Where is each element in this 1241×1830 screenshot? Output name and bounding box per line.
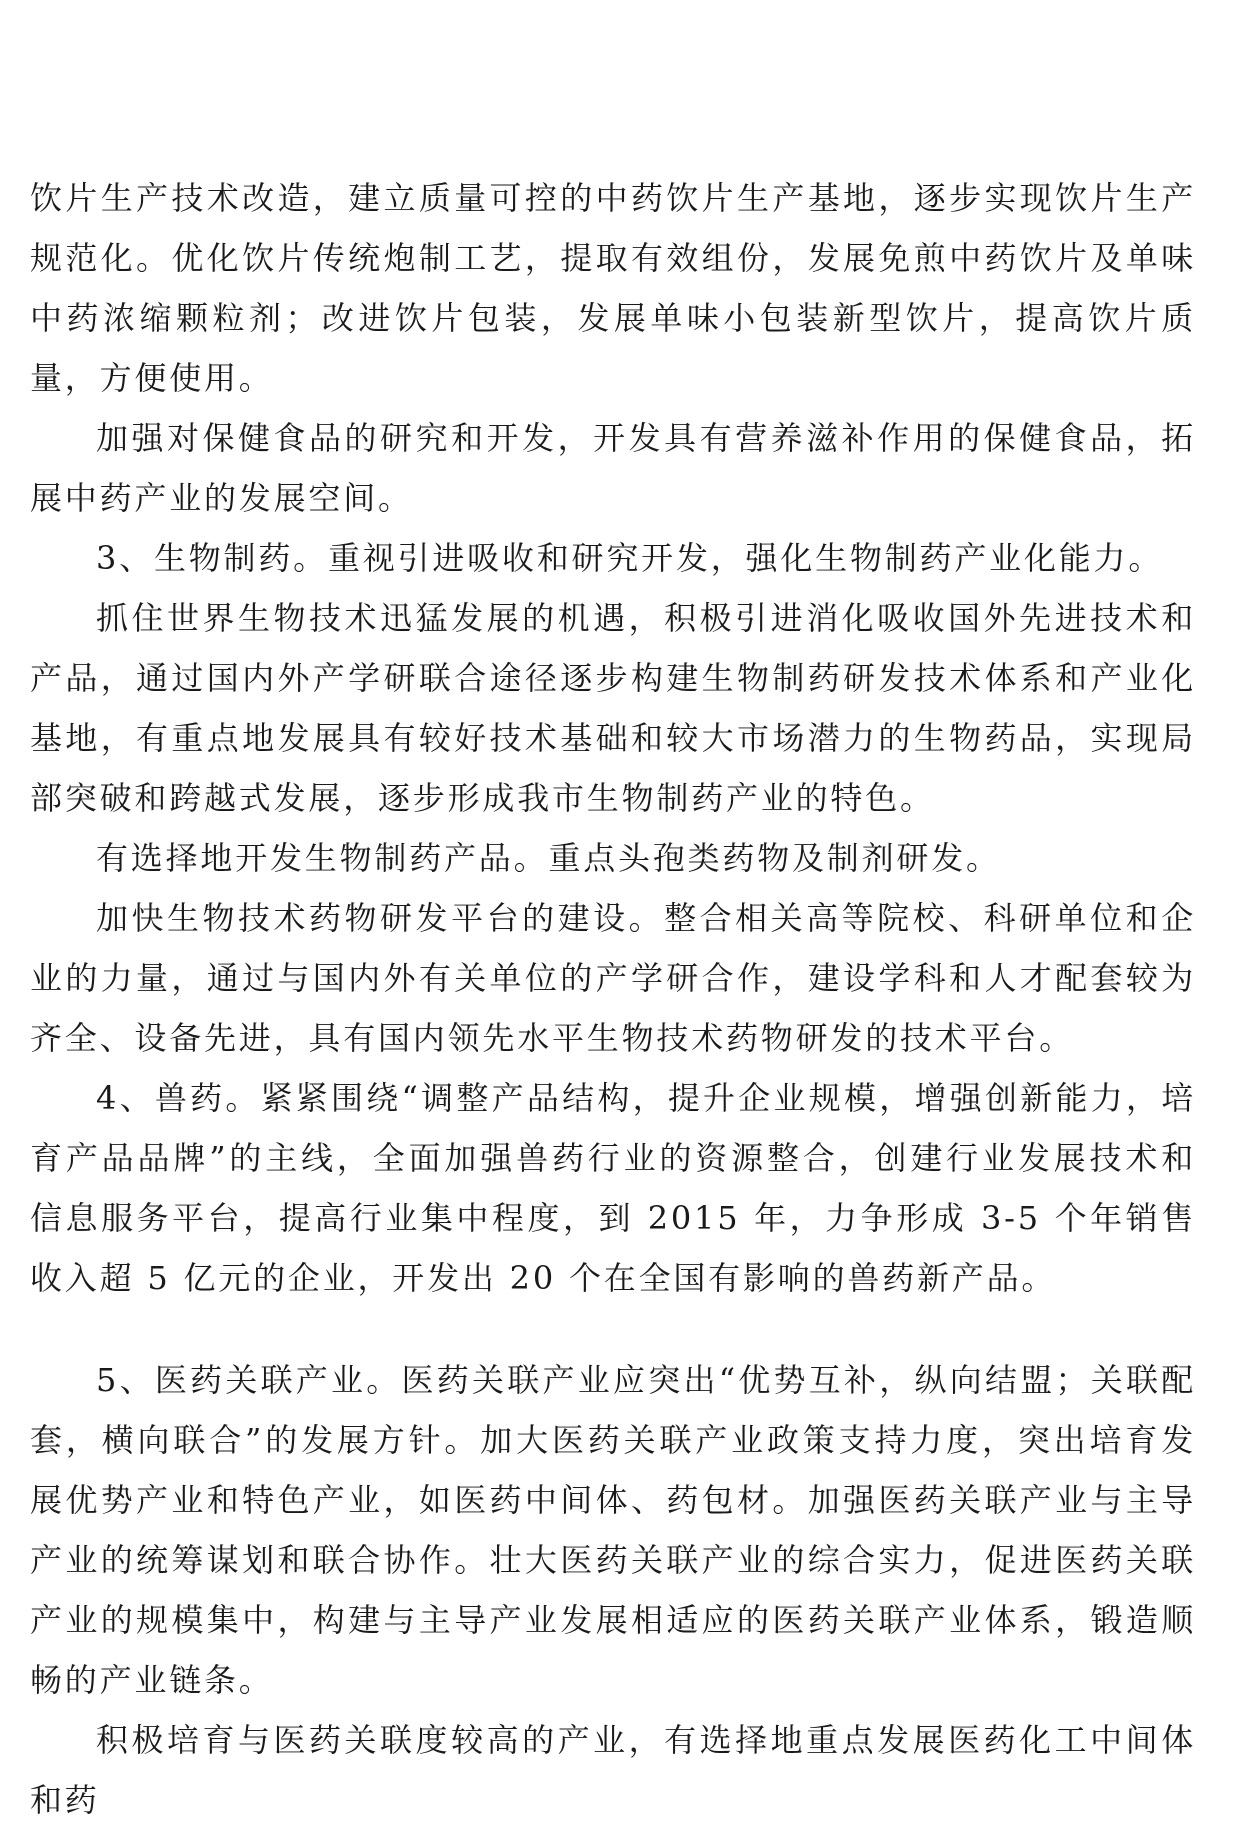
paragraph-health-food: 加强对保健食品的研究和开发，开发具有营养滋补作用的保健食品，拓展中药产业的发展空间。 [30, 419, 1196, 517]
paragraph-continued-decoction-pieces: 饮片生产技术改造，建立质量可控的中药饮片生产基地，逐步实现饮片生产规范化。优化饮片传统炮制工艺，提取有效组份，发展免煎中药饮片及单味中药浓缩颗粒剂；改进饮片包装，发展单味小包装新型饮片，提高饮片质量，方便使用。 [30, 179, 1196, 397]
document-body [30, 168, 1196, 1830]
paragraph-heading-veterinary: 4、兽药。紧紧围绕“调整产品结构，提升企业规模，增强创新能力，培育产品品牌”的主线，全面加强兽药行业的资源整合，创建行业发展技术和信息服务平台，提高行业集中程度，到 2015 年，力争形成 3-5 个年销售收入超 5 亿元的企业，开发出 20 个在全国有影响的兽药新产品。 [30, 1079, 1196, 1297]
paragraph-heading-biopharma: 3、生物制药。重视引进吸收和研究开发，强化生物制药产业化能力。 [96, 539, 1164, 577]
paragraph-biotech-opportunity: 抓住世界生物技术迅猛发展的机遇，积极引进消化吸收国外先进技术和产品，通过国内外产学研联合途径逐步构建生物制药研发技术体系和产业化基地，有重点地发展具有较好技术基础和较大市场潜力的生物药品，实现局部突破和跨越式发展，逐步形成我市生物制药产业的特色。 [30, 599, 1196, 817]
paragraph-selective-biopharma: 有选择地开发生物制药产品。重点头孢类药物及制剂研发。 [96, 839, 1001, 877]
paragraph-heading-related-industry: 5、医药关联产业。医药关联产业应突出“优势互补，纵向结盟；关联配套，横向联合”的发展方针。加大医药关联产业政策支持力度，突出培育发展优势产业和特色产业，如医药中间体、药包材。加强医药关联产业与主导产业的统筹谋划和联合协作。壮大医药关联产业的综合实力，促进医药关联产业的规模集中，构建与主导产业发展相适应的医药关联产业体系，锻造顺畅的产业链条。 [30, 1361, 1196, 1699]
paragraph-related-industry-cultivation: 积极培育与医药关联度较高的产业，有选择地重点发展医药化工中间体和药 [30, 1721, 1196, 1819]
paragraph-rd-platform: 加快生物技术药物研发平台的建设。整合相关高等院校、科研单位和企业的力量，通过与国内外有关单位的产学研合作，建设学科和人才配套较为齐全、设备先进，具有国内领先水平生物技术药物研发的技术平台。 [30, 899, 1196, 1057]
